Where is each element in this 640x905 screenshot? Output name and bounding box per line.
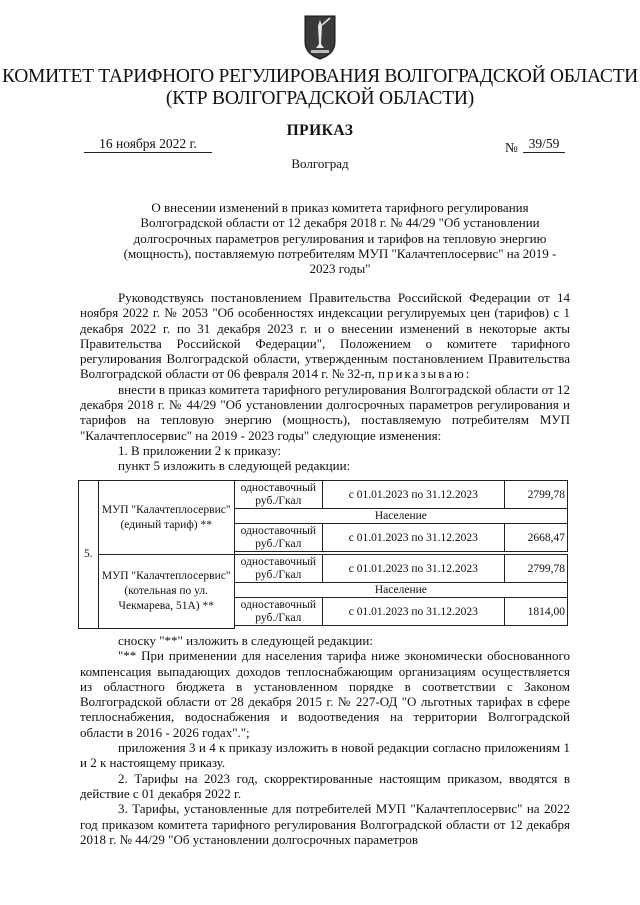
intro-block bbox=[80, 290, 570, 474]
orders-word: приказываю: bbox=[378, 366, 472, 382]
intro-paragraph bbox=[80, 290, 570, 382]
table-row bbox=[79, 555, 568, 583]
document-subject: О внесении изменений в приказ комитета тарифного регулирования Волгоградской области от 12 декабря 2018 г. № 44/29 "Об установлении долгосрочных параметров регулирования и тарифов на тепловую энергию (мощность), поставляемую потребителям МУП "Калачтеплосервис" на 2019 - 2023 годы" bbox=[123, 200, 557, 277]
coat-of-arms-icon bbox=[303, 14, 337, 60]
document-type: ПРИКАЗ bbox=[286, 122, 354, 139]
tariff-value: 2668,47 bbox=[504, 524, 567, 552]
table-row bbox=[79, 481, 568, 509]
tariff-type: одноставочный руб./Гкал bbox=[234, 524, 322, 552]
item-p3: пункт 5 изложить в следующей редакции: bbox=[118, 458, 351, 474]
item-p4: сноску "**" изложить в следующей редакции: bbox=[118, 633, 373, 648]
tariff-type: одноставочный руб./Гкал bbox=[234, 481, 322, 509]
tariff-value: 2799,78 bbox=[504, 481, 567, 509]
item-p6: приложения 3 и 4 к приказу изложить в новой редакции согласно приложениям 1 и 2 к настоящему приказу. bbox=[80, 740, 570, 771]
row-number: 5. bbox=[79, 481, 99, 629]
item-p8: 3. Тарифы, установленные для потребителей МУП "Калачтеплосервис" на 2022 год приказом комитета тарифного регулирования Волгоградской области от 12 декабря 2018 г. № 44/29 "Об установлении долгосрочных параметров bbox=[80, 801, 570, 847]
tariff-value: 2799,78 bbox=[504, 555, 567, 583]
city: Волгоград bbox=[291, 156, 349, 171]
tariff-type: одноставочный руб./Гкал bbox=[234, 555, 322, 583]
tariff-period: с 01.01.2023 по 31.12.2023 bbox=[322, 524, 504, 552]
intro-text: Руководствуясь постановлением Правительства Российской Федерации от 14 ноября 2022 г. № 2053 "Об особенностях индексации регулируемых цен (тарифов) с 1 декабря 2022 г. по 31 декабря 2023 г. и о внесении изменений в некоторые акты Правительства Российской Федерации", Положением о комитете тарифного регулирования Волгоградской области, утвержденным постановлением Правительства Волгоградской области от 06 февраля 2014 г. № 32-п, bbox=[80, 290, 570, 382]
tariff-period: с 01.01.2023 по 31.12.2023 bbox=[322, 598, 504, 626]
tariff-type: одноставочный руб./Гкал bbox=[234, 598, 322, 626]
supplier-name: МУП "Калачтеплосервис" (котельная по ул. Чекмарева, 51А) ** bbox=[98, 555, 234, 629]
supplier-name: МУП "Калачтеплосервис" (единый тариф) ** bbox=[98, 481, 234, 555]
item-p7: 2. Тарифы на 2023 год, скорректированные настоящим приказом, вводятся в действие с 01 декабря 2022 г. bbox=[80, 770, 570, 801]
tariff-value: 1814,00 bbox=[504, 598, 567, 626]
population-label: Население bbox=[234, 509, 567, 524]
item-p2: 1. В приложении 2 к приказу: bbox=[118, 442, 282, 458]
item-p5: "** При применении для населения тарифа ниже экономически обоснованного компенсация выпадающих доходов теплоснабжающим организациям осуществляется из областного бюджета в установленном порядке в соответствии с Законом Волгоградской области от 28 декабря 2015 г. № 227-ОД "О льготных тарифах в сфере теплоснабжения, водоснабжения и водоотведения на территории Волгоградской области в 2016 - 2026 годах"."; bbox=[80, 648, 570, 740]
org-short-name: (КТР ВОЛГОГРАДСКОЙ ОБЛАСТИ) bbox=[165, 88, 475, 109]
org-name: КОМИТЕТ ТАРИФНОГО РЕГУЛИРОВАНИЯ ВОЛГОГРАДСКОЙ ОБЛАСТИ bbox=[2, 66, 638, 87]
population-label: Население bbox=[234, 583, 567, 598]
number-label: № bbox=[505, 140, 518, 155]
after-table-block bbox=[80, 633, 570, 847]
document-date: 16 ноября 2022 г. bbox=[84, 136, 212, 153]
tariff-period: с 01.01.2023 по 31.12.2023 bbox=[322, 555, 504, 583]
tariff-period: с 01.01.2023 по 31.12.2023 bbox=[322, 481, 504, 509]
tariff-table bbox=[78, 480, 568, 629]
document-number: 39/59 bbox=[523, 136, 565, 153]
item-p1: внести в приказ комитета тарифного регулирования Волгоградской области от 12 декабря 2018 г. № 44/29 "Об установлении долгосрочных параметров регулирования и тарифов на тепловую энергию (мощность), поставляемую потребителям МУП "Калачтеплосервис" на 2019 - 2023 годы" следующие изменения: bbox=[80, 381, 570, 443]
